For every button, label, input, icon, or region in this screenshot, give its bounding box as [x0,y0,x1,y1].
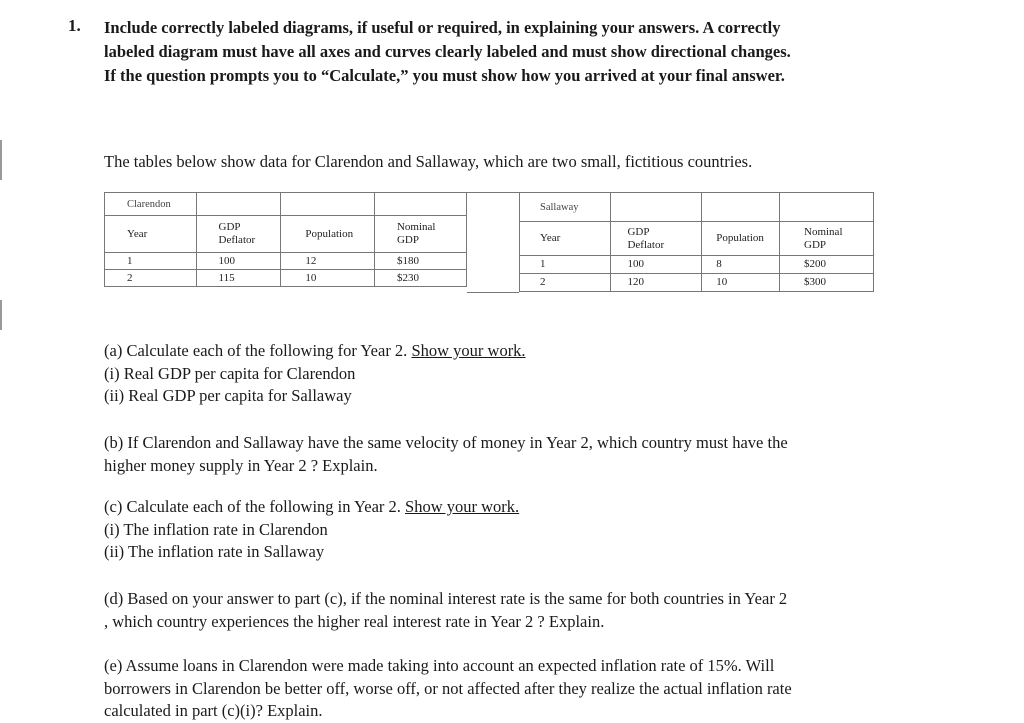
show-your-work: Show your work. [411,341,526,360]
part-c-prompt [104,496,519,519]
table-header-row [520,222,874,256]
part-a-item: (i) Real GDP per capita for Clarendon [104,363,356,383]
table-row [520,256,874,274]
margin-mark [0,300,2,330]
table-cell: $300 [780,274,874,292]
instruction-line: Include correctly labeled diagrams, if useful or required, in explaining your answers. A correctly [104,18,781,37]
table-cell: 2 [520,274,611,292]
table-cell: 1 [105,253,197,270]
part-d [104,588,787,633]
part-a [104,340,526,408]
part-e-line: borrowers in Clarendon be better off, worse off, or not affected after they realize the actual inflation rate [104,678,792,698]
table-row [105,270,467,287]
column-header: GDP Deflator [196,216,281,253]
table-title-row [520,193,874,222]
part-d-line: , which country experiences the higher real interest rate in Year 2 ? Explain. [104,611,605,631]
table-row [105,253,467,270]
table-cell: 1 [520,256,611,274]
table-row [520,274,874,292]
table-cell: 10 [702,274,780,292]
question-instructions [104,16,904,88]
table-cell: 10 [281,270,375,287]
part-e [104,655,792,723]
table-cell: 8 [702,256,780,274]
table-title: Clarendon [105,193,197,216]
part-b [104,432,788,477]
column-header: Nominal GDP [780,222,874,256]
part-c-lead: (c) Calculate each of the following in Year 2. [104,497,406,516]
table-title: Sallaway [520,193,611,222]
instruction-line: If the question prompts you to “Calculate,” you must show how you arrived at your final answer. [104,66,785,85]
part-e-line: calculated in part (c)(i)? Explain. [104,701,323,720]
part-a-lead: (a) Calculate each of the following for Year 2. [104,341,412,360]
part-c-item: (ii) The inflation rate in Sallaway [104,542,325,561]
table-cell: 120 [611,274,702,292]
table-cell: $230 [374,270,466,287]
table-cell: 100 [196,253,281,270]
table-title-row [105,193,467,216]
column-header: Nominal GDP [374,216,466,253]
part-e-line: (e) Assume loans in Clarendon were made taking into account an expected inflation rate of 15%. Will [104,656,775,675]
table-spacer [467,192,519,293]
table-cell: 100 [611,256,702,274]
table-cell: $200 [780,256,874,274]
sallaway-table [519,192,874,292]
part-d-line: (d) Based on your answer to part (c), if the nominal interest rate is the same for both countries in Year 2 [104,589,788,608]
clarendon-table [104,192,467,287]
column-header: Year [520,222,611,256]
table-cell: $180 [374,253,466,270]
margin-mark [0,140,2,180]
part-c-item: (i) The inflation rate in Clarendon [104,519,328,539]
question-number: 1. [68,16,81,35]
intro-text: The tables below show data for Clarendon and Sallaway, which are two small, fictitious countries. [104,152,753,171]
column-header: GDP Deflator [611,222,702,256]
column-header: Year [105,216,197,253]
column-header: Population [702,222,780,256]
column-header: Population [281,216,375,253]
part-a-prompt [104,340,526,363]
table-cell: 2 [105,270,197,287]
show-your-work: Show your work. [405,497,520,516]
table-header-row [105,216,467,253]
part-a-item: (ii) Real GDP per capita for Sallaway [104,386,352,405]
part-c [104,496,519,564]
part-b-line: (b) If Clarendon and Sallaway have the same velocity of money in Year 2, which country must have the [104,433,788,452]
table-cell: 115 [196,270,281,287]
table-cell: 12 [281,253,375,270]
part-b-line: higher money supply in Year 2 ? Explain. [104,455,378,475]
instruction-line: labeled diagram must have all axes and curves clearly labeled and must show directional changes. [104,42,791,61]
